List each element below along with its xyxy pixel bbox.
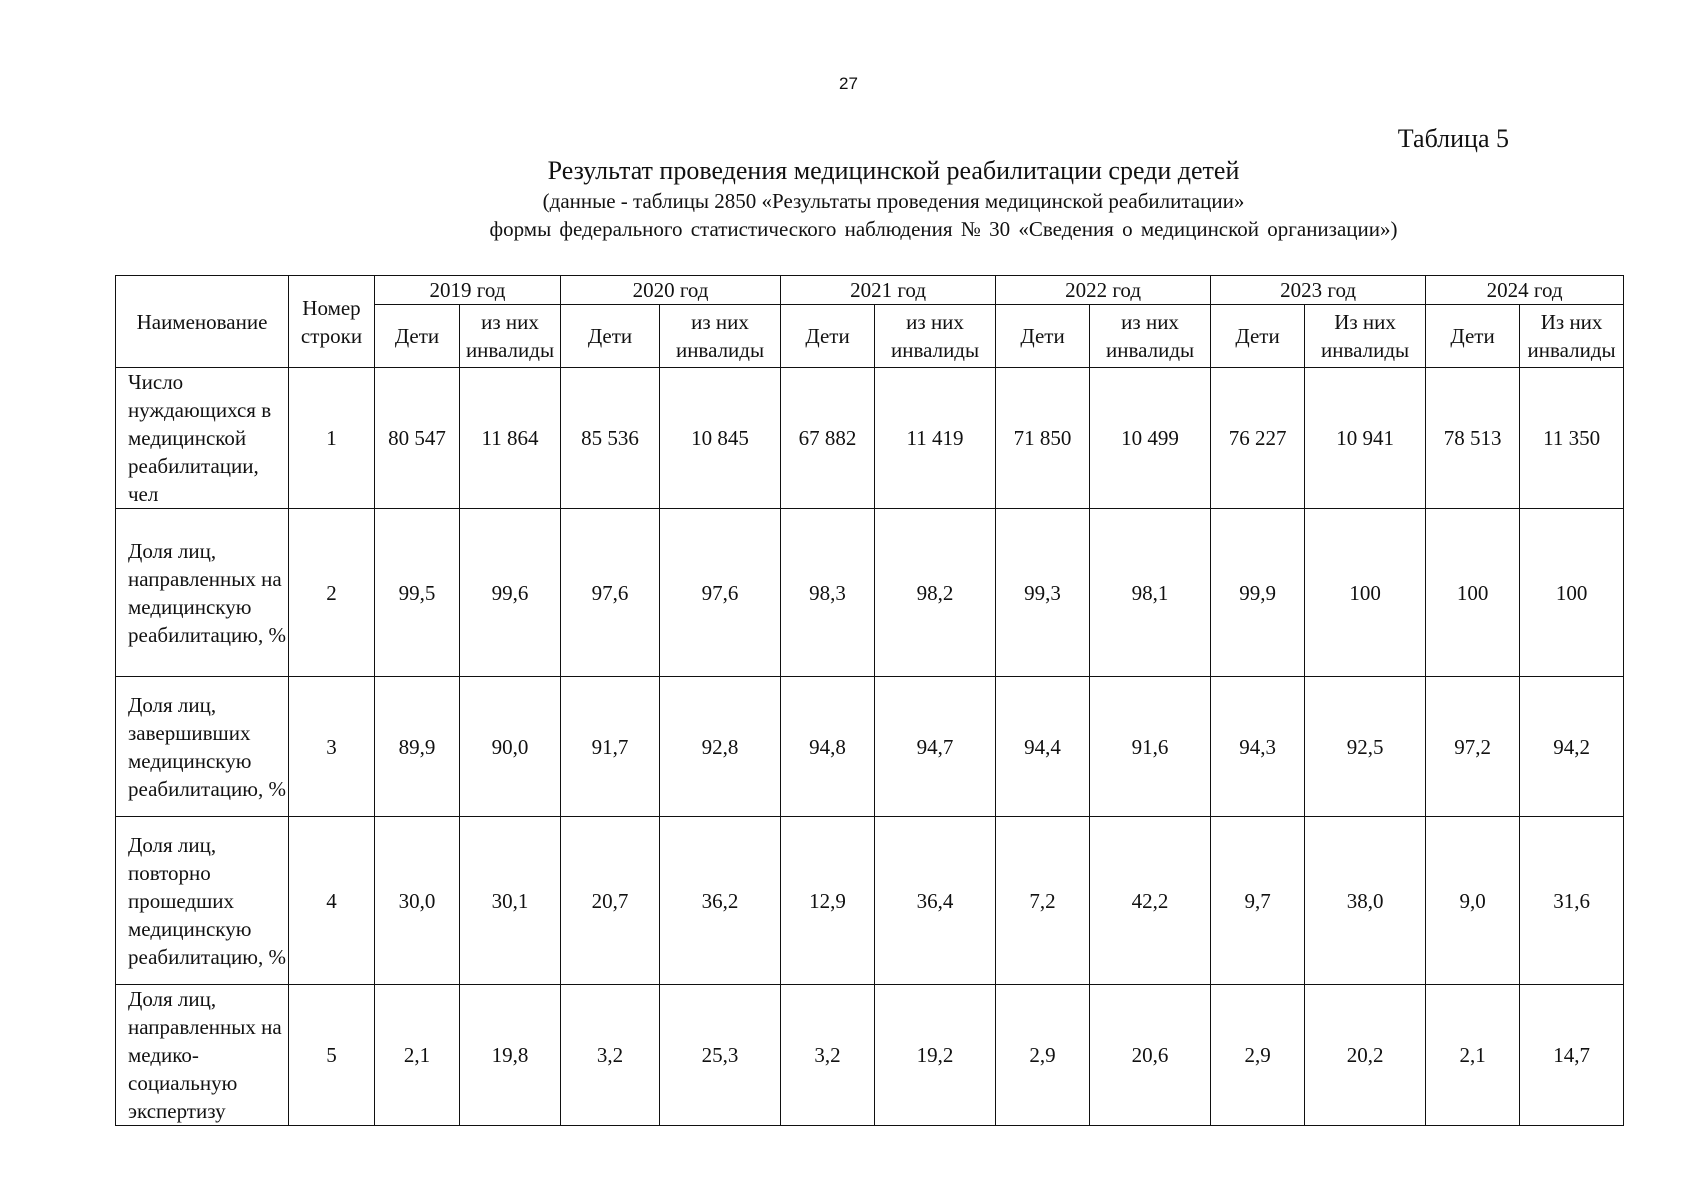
header-children: Дети xyxy=(1211,305,1305,368)
cell-value: 30,0 xyxy=(375,817,460,985)
cell-value: 10 845 xyxy=(660,368,781,509)
cell-value: 94,3 xyxy=(1211,677,1305,817)
row-name: Доля лиц, повторно прошедших медицинскую реабилитацию, % xyxy=(116,817,289,985)
header-year: 2019 год xyxy=(375,276,561,305)
cell-value: 9,7 xyxy=(1211,817,1305,985)
table-row xyxy=(116,817,1624,985)
cell-value: 67 882 xyxy=(781,368,875,509)
row-name: Доля лиц, завершивших медицинскую реабилитацию, % xyxy=(116,677,289,817)
cell-value: 98,3 xyxy=(781,509,875,677)
cell-value: 19,8 xyxy=(460,985,561,1126)
cell-value: 99,3 xyxy=(996,509,1090,677)
header-children: Дети xyxy=(996,305,1090,368)
cell-value: 30,1 xyxy=(460,817,561,985)
table-subtitle-line2: формы федерального статистического наблюдения № 30 «Сведения о медицинской организации») xyxy=(489,217,1398,241)
cell-value: 91,7 xyxy=(561,677,660,817)
header-disabled: Из них инвалиды xyxy=(1305,305,1426,368)
header-year: 2024 год xyxy=(1426,276,1624,305)
row-name: Доля лиц, направленных на медицинскую реабилитацию, % xyxy=(116,509,289,677)
header-row-number: Номер строки xyxy=(289,276,375,368)
page-number: 27 xyxy=(839,74,858,93)
header-year: 2020 год xyxy=(561,276,781,305)
cell-value: 25,3 xyxy=(660,985,781,1126)
cell-value: 20,6 xyxy=(1090,985,1211,1126)
cell-value: 94,4 xyxy=(996,677,1090,817)
table-row xyxy=(116,677,1624,817)
cell-value: 89,9 xyxy=(375,677,460,817)
cell-value: 98,1 xyxy=(1090,509,1211,677)
row-number: 3 xyxy=(289,677,375,817)
cell-value: 10 499 xyxy=(1090,368,1211,509)
cell-value: 11 350 xyxy=(1520,368,1624,509)
table-title: Результат проведения медицинской реабилитации среди детей xyxy=(547,156,1240,185)
header-name: Наименование xyxy=(116,276,289,368)
cell-value: 2,9 xyxy=(996,985,1090,1126)
header-year: 2023 год xyxy=(1211,276,1426,305)
cell-value: 99,5 xyxy=(375,509,460,677)
header-children: Дети xyxy=(1426,305,1520,368)
cell-value: 99,6 xyxy=(460,509,561,677)
cell-value: 7,2 xyxy=(996,817,1090,985)
cell-value: 36,2 xyxy=(660,817,781,985)
table-row xyxy=(116,509,1624,677)
cell-value: 76 227 xyxy=(1211,368,1305,509)
cell-value: 3,2 xyxy=(561,985,660,1126)
header-disabled: из них инвалиды xyxy=(1090,305,1211,368)
cell-value: 90,0 xyxy=(460,677,561,817)
cell-value: 92,8 xyxy=(660,677,781,817)
table-subtitle-line1: (данные - таблицы 2850 «Результаты проведения медицинской реабилитации» xyxy=(542,189,1245,213)
cell-value: 85 536 xyxy=(561,368,660,509)
row-name: Число нуждающихся в медицинской реабилитации, чел xyxy=(116,368,289,509)
cell-value: 94,2 xyxy=(1520,677,1624,817)
cell-value: 78 513 xyxy=(1426,368,1520,509)
row-name: Доля лиц, направленных на медико-социальную экспертизу xyxy=(116,985,289,1126)
cell-value: 10 941 xyxy=(1305,368,1426,509)
cell-value: 31,6 xyxy=(1520,817,1624,985)
cell-value: 2,1 xyxy=(1426,985,1520,1126)
table-label: Таблица 5 xyxy=(1397,124,1509,153)
cell-value: 12,9 xyxy=(781,817,875,985)
cell-value: 97,2 xyxy=(1426,677,1520,817)
header-disabled: из них инвалиды xyxy=(875,305,996,368)
row-number: 1 xyxy=(289,368,375,509)
cell-value: 99,9 xyxy=(1211,509,1305,677)
cell-value: 91,6 xyxy=(1090,677,1211,817)
cell-value: 2,1 xyxy=(375,985,460,1126)
cell-value: 11 419 xyxy=(875,368,996,509)
cell-value: 20,7 xyxy=(561,817,660,985)
table-row xyxy=(116,368,1624,509)
cell-value: 11 864 xyxy=(460,368,561,509)
header-children: Дети xyxy=(781,305,875,368)
cell-value: 80 547 xyxy=(375,368,460,509)
cell-value: 100 xyxy=(1305,509,1426,677)
cell-value: 14,7 xyxy=(1520,985,1624,1126)
cell-value: 3,2 xyxy=(781,985,875,1126)
cell-value: 42,2 xyxy=(1090,817,1211,985)
cell-value: 19,2 xyxy=(875,985,996,1126)
cell-value: 9,0 xyxy=(1426,817,1520,985)
cell-value: 94,7 xyxy=(875,677,996,817)
cell-value: 71 850 xyxy=(996,368,1090,509)
cell-value: 97,6 xyxy=(660,509,781,677)
rehabilitation-table xyxy=(115,275,1624,1126)
cell-value: 100 xyxy=(1520,509,1624,677)
cell-value: 2,9 xyxy=(1211,985,1305,1126)
row-number: 4 xyxy=(289,817,375,985)
row-number: 2 xyxy=(289,509,375,677)
cell-value: 97,6 xyxy=(561,509,660,677)
cell-value: 36,4 xyxy=(875,817,996,985)
header-disabled: Из них инвалиды xyxy=(1520,305,1624,368)
row-number: 5 xyxy=(289,985,375,1126)
header-year: 2022 год xyxy=(996,276,1211,305)
header-children: Дети xyxy=(561,305,660,368)
header-row-years xyxy=(116,276,1624,305)
cell-value: 100 xyxy=(1426,509,1520,677)
cell-value: 20,2 xyxy=(1305,985,1426,1126)
header-year: 2021 год xyxy=(781,276,996,305)
cell-value: 38,0 xyxy=(1305,817,1426,985)
header-disabled: из них инвалиды xyxy=(460,305,561,368)
header-children: Дети xyxy=(375,305,460,368)
table-row xyxy=(116,985,1624,1126)
title-block xyxy=(0,155,1697,243)
cell-value: 92,5 xyxy=(1305,677,1426,817)
cell-value: 98,2 xyxy=(875,509,996,677)
cell-value: 94,8 xyxy=(781,677,875,817)
header-disabled: из них инвалиды xyxy=(660,305,781,368)
